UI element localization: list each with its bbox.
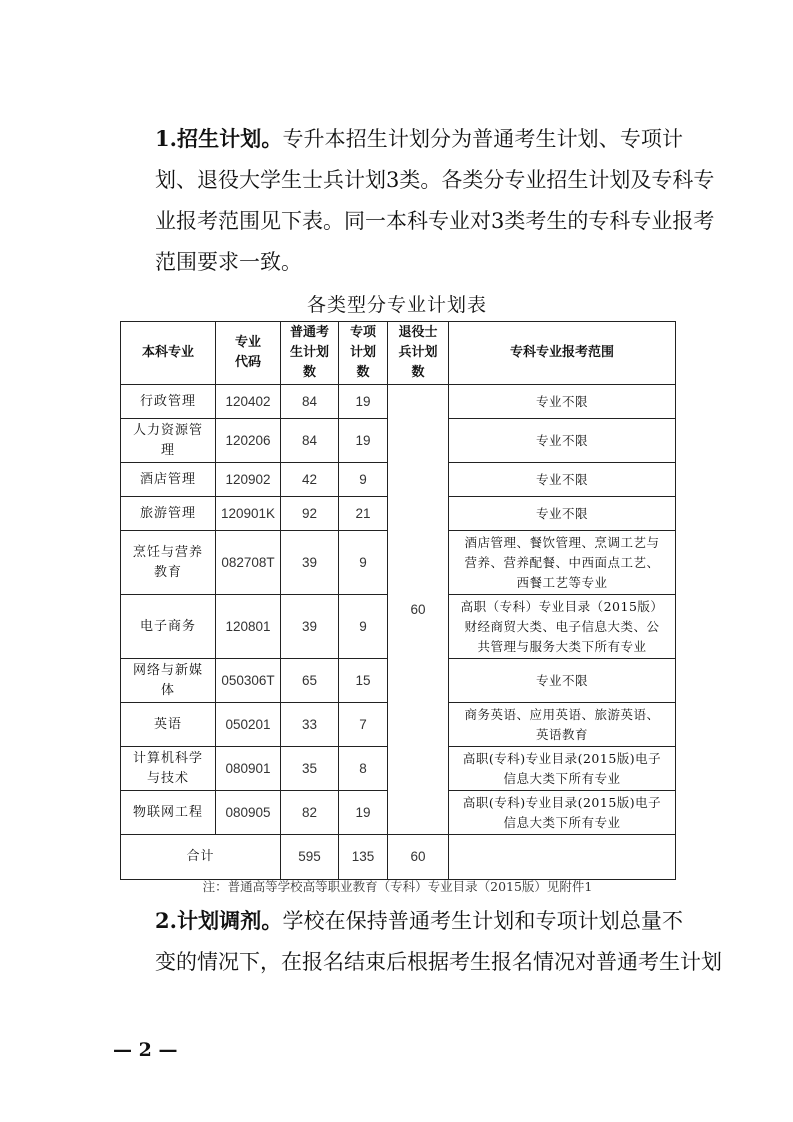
header-veteran: 退役士 兵计划 数 <box>388 322 449 385</box>
cell-scope: 商务英语、应用英语、旅游英语、 英语教育 <box>449 703 676 747</box>
cell-regular: 84 <box>281 385 339 419</box>
cell-major: 电子商务 <box>121 595 216 659</box>
paragraph-enrollment-plan <box>113 118 715 283</box>
table-footnote: 注：普通高等学校高等职业教育（专科）专业目录（2015版）见附件1 <box>202 879 593 894</box>
header-scope: 专科专业报考范围 <box>449 322 676 385</box>
cell-scope: 高职(专科)专业目录(2015版)电子 信息大类下所有专业 <box>449 747 676 791</box>
cell-scope: 专业不限 <box>449 497 676 531</box>
table-total-row <box>121 835 676 880</box>
cell-special: 19 <box>339 419 388 463</box>
cell-scope: 专业不限 <box>449 659 676 703</box>
cell-code: 050306T <box>216 659 281 703</box>
cell-special: 19 <box>339 385 388 419</box>
cell-scope: 专业不限 <box>449 385 676 419</box>
plan-table <box>120 321 676 880</box>
cell-total-special: 135 <box>339 835 388 880</box>
header-major: 本科专业 <box>121 322 216 385</box>
cell-special: 9 <box>339 595 388 659</box>
paragraph-text: 变的情况下，在报名结束后根据考生报名情况对普通考生计划 <box>155 950 722 974</box>
header-special: 专项 计划 数 <box>339 322 388 385</box>
cell-regular: 82 <box>281 791 339 835</box>
header-code: 专业 代码 <box>216 322 281 385</box>
cell-special: 8 <box>339 747 388 791</box>
cell-code: 080901 <box>216 747 281 791</box>
cell-special: 9 <box>339 531 388 595</box>
cell-special: 21 <box>339 497 388 531</box>
paragraph-lead: 1.招生计划。 <box>155 126 283 151</box>
cell-scope: 专业不限 <box>449 463 676 497</box>
cell-total-scope <box>449 835 676 880</box>
cell-major: 人力资源管 理 <box>121 419 216 463</box>
cell-major: 英语 <box>121 703 216 747</box>
table-row <box>121 385 676 419</box>
cell-veteran-merged: 60 <box>388 385 449 835</box>
cell-scope: 专业不限 <box>449 419 676 463</box>
cell-scope: 高职(专科)专业目录(2015版)电子 信息大类下所有专业 <box>449 791 676 835</box>
cell-regular: 92 <box>281 497 339 531</box>
cell-regular: 33 <box>281 703 339 747</box>
cell-major: 酒店管理 <box>121 463 216 497</box>
cell-regular: 35 <box>281 747 339 791</box>
cell-major: 物联网工程 <box>121 791 216 835</box>
cell-total-regular: 595 <box>281 835 339 880</box>
cell-code: 120902 <box>216 463 281 497</box>
cell-special: 15 <box>339 659 388 703</box>
cell-scope: 酒店管理、餐饮管理、烹调工艺与 营养、营养配餐、中西面点工艺、 西餐工艺等专业 <box>449 531 676 595</box>
paragraph-text: 专升本招生计划分为普通考生计划、专项计 <box>282 127 683 151</box>
cell-code: 080905 <box>216 791 281 835</box>
cell-special: 7 <box>339 703 388 747</box>
paragraph-text: 范围要求一致。 <box>155 250 302 274</box>
cell-code: 120206 <box>216 419 281 463</box>
cell-major: 计算机科学 与技术 <box>121 747 216 791</box>
cell-code: 120901K <box>216 497 281 531</box>
paragraph-text: 划、退役大学生士兵计划3类。各类分专业招生计划及专科专 <box>155 168 715 192</box>
cell-regular: 39 <box>281 595 339 659</box>
paragraph-text: 业报考范围见下表。同一本科专业对3类考生的专科专业报考 <box>155 209 715 233</box>
cell-code: 050201 <box>216 703 281 747</box>
table-title: 各类型分专业计划表 <box>306 294 487 316</box>
cell-major: 烹饪与营养 教育 <box>121 531 216 595</box>
paragraph-text: 学校在保持普通考生计划和专项计划总量不 <box>282 909 683 933</box>
cell-major: 行政管理 <box>121 385 216 419</box>
paragraph-lead: 2.计划调剂。 <box>155 908 283 933</box>
cell-regular: 42 <box>281 463 339 497</box>
page-number: — 2 — <box>113 1039 178 1061</box>
cell-code: 082708T <box>216 531 281 595</box>
paragraph-plan-adjustment <box>113 900 722 983</box>
header-regular: 普通考 生计划 数 <box>281 322 339 385</box>
cell-special: 19 <box>339 791 388 835</box>
table-header-row <box>121 322 676 385</box>
cell-major: 旅游管理 <box>121 497 216 531</box>
cell-special: 9 <box>339 463 388 497</box>
cell-regular: 84 <box>281 419 339 463</box>
cell-regular: 39 <box>281 531 339 595</box>
cell-total-label: 合计 <box>121 835 281 880</box>
cell-scope: 高职（专科）专业目录（2015版） 财经商贸大类、电子信息大类、公 共管理与服务大类下所有专业 <box>449 595 676 659</box>
cell-regular: 65 <box>281 659 339 703</box>
cell-major: 网络与新媒 体 <box>121 659 216 703</box>
cell-total-veteran: 60 <box>388 835 449 880</box>
cell-code: 120402 <box>216 385 281 419</box>
cell-code: 120801 <box>216 595 281 659</box>
